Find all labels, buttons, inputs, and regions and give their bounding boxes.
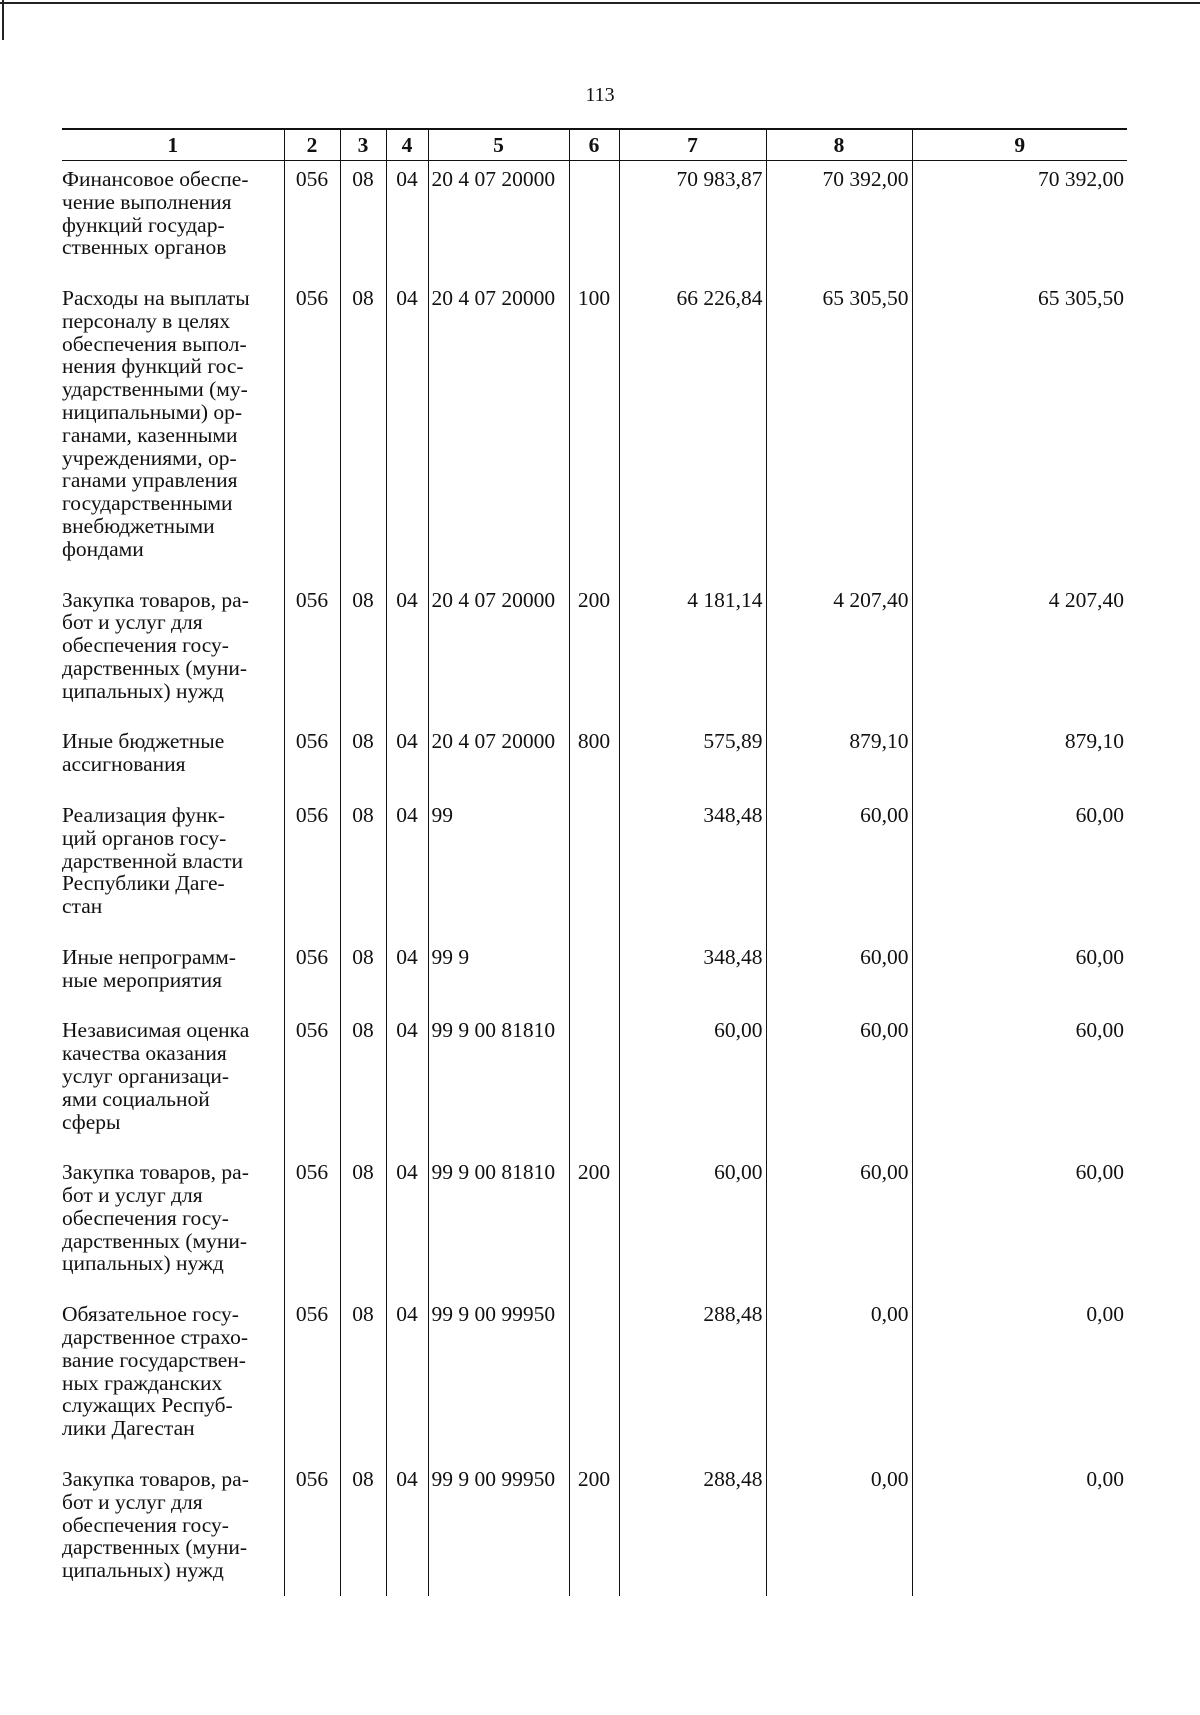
ministry-code: 056	[284, 723, 340, 797]
scan-top-border	[0, 2, 1200, 4]
section-code: 08	[340, 161, 386, 281]
item-name: Расходы на выплаты персоналу в целях обеспечения выпол- нения функций гос- ударственными (му- ниципальными) ор- ганами, казенными учреждениями, ор- ганами управления государственными внебюджетными фондами	[62, 286, 250, 561]
amount-col-9: 879,10	[912, 723, 1127, 797]
subsection-code: 04	[386, 1461, 428, 1596]
table-body	[62, 161, 1127, 1596]
subsection-code: 04	[386, 797, 428, 939]
scan-left-border	[2, 0, 4, 40]
col-header: 4	[386, 129, 428, 161]
amount-col-9: 60,00	[912, 939, 1127, 1013]
subsection-code: 04	[386, 280, 428, 581]
item-name: Финансовое обеспе- чение выполнения функций государ- ственных органов	[62, 167, 249, 260]
item-name: Иные бюджетные ассигнования	[62, 729, 225, 777]
col-header: 5	[428, 129, 569, 161]
col-header: 1	[62, 129, 284, 161]
item-name: Закупка товаров, ра- бот и услуг для обеспечения госу- дарственных (муни- ципальных) нужд	[62, 1160, 249, 1276]
ministry-code: 056	[284, 161, 340, 281]
expense-type-code: 200	[569, 1154, 619, 1296]
amount-col-7: 348,48	[619, 797, 766, 939]
target-article-code: 99	[428, 797, 569, 939]
amount-col-8: 65 305,50	[766, 280, 912, 581]
header-row	[62, 129, 1127, 161]
target-article-code: 99 9 00 99950	[428, 1296, 569, 1461]
target-article-code: 20 4 07 20000	[428, 280, 569, 581]
section-code: 08	[340, 1296, 386, 1461]
section-code: 08	[340, 1154, 386, 1296]
target-article-code: 20 4 07 20000	[428, 582, 569, 724]
amount-col-9: 60,00	[912, 1012, 1127, 1154]
expense-type-code: 200	[569, 582, 619, 724]
ministry-code: 056	[284, 582, 340, 724]
subsection-code: 04	[386, 939, 428, 1013]
table-row	[62, 161, 1127, 281]
expense-type-code: 100	[569, 280, 619, 581]
subsection-code: 04	[386, 723, 428, 797]
amount-col-9: 70 392,00	[912, 161, 1127, 281]
ministry-code: 056	[284, 1154, 340, 1296]
expense-type-code: 200	[569, 1461, 619, 1596]
ministry-code: 056	[284, 1461, 340, 1596]
col-header: 6	[569, 129, 619, 161]
target-article-code: 20 4 07 20000	[428, 161, 569, 281]
col-header: 3	[340, 129, 386, 161]
amount-col-9: 0,00	[912, 1461, 1127, 1596]
section-code: 08	[340, 797, 386, 939]
page-number: 113	[585, 84, 615, 106]
subsection-code: 04	[386, 1012, 428, 1154]
amount-col-9: 65 305,50	[912, 280, 1127, 581]
amount-col-8: 0,00	[766, 1461, 912, 1596]
section-code: 08	[340, 723, 386, 797]
amount-col-7: 288,48	[619, 1461, 766, 1596]
item-name: Закупка товаров, ра- бот и услуг для обеспечения госу- дарственных (муни- ципальных) нужд	[62, 1466, 249, 1583]
expense-type-code	[569, 1296, 619, 1461]
target-article-code: 99 9 00 99950	[428, 1461, 569, 1596]
amount-col-7: 66 226,84	[619, 280, 766, 581]
ministry-code: 056	[284, 939, 340, 1013]
section-code: 08	[340, 280, 386, 581]
budget-table	[62, 128, 1127, 1596]
expense-type-code	[569, 939, 619, 1013]
table-row	[62, 939, 1127, 1013]
amount-col-7: 60,00	[619, 1012, 766, 1154]
amount-col-7: 288,48	[619, 1296, 766, 1461]
ministry-code: 056	[284, 1012, 340, 1154]
amount-col-7: 348,48	[619, 939, 766, 1013]
amount-col-8: 60,00	[766, 1154, 912, 1296]
amount-col-8: 60,00	[766, 939, 912, 1013]
section-code: 08	[340, 1461, 386, 1596]
expense-type-code	[569, 1012, 619, 1154]
expense-type-code	[569, 797, 619, 939]
amount-col-7: 60,00	[619, 1154, 766, 1296]
target-article-code: 20 4 07 20000	[428, 723, 569, 797]
amount-col-7: 70 983,87	[619, 161, 766, 281]
section-code: 08	[340, 582, 386, 724]
amount-col-8: 0,00	[766, 1296, 912, 1461]
table-row	[62, 1296, 1127, 1461]
expense-type-code: 800	[569, 723, 619, 797]
target-article-code: 99 9 00 81810	[428, 1012, 569, 1154]
col-header: 8	[766, 129, 912, 161]
table-row	[62, 582, 1127, 724]
expense-type-code	[569, 161, 619, 281]
ministry-code: 056	[284, 797, 340, 939]
table-row	[62, 797, 1127, 939]
table-row	[62, 723, 1127, 797]
col-header: 9	[912, 129, 1127, 161]
table-row	[62, 1461, 1127, 1596]
item-name: Реализация функ- ций органов госу- дарственной власти Республики Даге- стан	[62, 802, 243, 919]
subsection-code: 04	[386, 582, 428, 724]
amount-col-7: 575,89	[619, 723, 766, 797]
ministry-code: 056	[284, 280, 340, 581]
amount-col-9: 60,00	[912, 1154, 1127, 1296]
amount-col-7: 4 181,14	[619, 582, 766, 724]
table-row	[62, 1012, 1127, 1154]
col-header: 7	[619, 129, 766, 161]
table-row	[62, 1154, 1127, 1296]
item-name: Обязательное госу- дарственное страхо- вание государствен- ных гражданских служащих Респуб- лики Дагестан	[62, 1302, 249, 1441]
amount-col-8: 4 207,40	[766, 582, 912, 724]
amount-col-9: 4 207,40	[912, 582, 1127, 724]
table-row	[62, 280, 1127, 581]
amount-col-8: 879,10	[766, 723, 912, 797]
amount-col-8: 60,00	[766, 797, 912, 939]
section-code: 08	[340, 1012, 386, 1154]
amount-col-9: 60,00	[912, 797, 1127, 939]
amount-col-8: 60,00	[766, 1012, 912, 1154]
section-code: 08	[340, 939, 386, 1013]
ministry-code: 056	[284, 1296, 340, 1461]
target-article-code: 99 9 00 81810	[428, 1154, 569, 1296]
amount-col-8: 70 392,00	[766, 161, 912, 281]
item-name: Иные непрограмм- ные мероприятия	[62, 944, 236, 992]
item-name: Независимая оценка качества оказания услуг организаци- ями социальной сферы	[62, 1018, 250, 1134]
col-header: 2	[284, 129, 340, 161]
item-name: Закупка товаров, ра- бот и услуг для обеспечения госу- дарственных (муни- ципальных) нужд	[62, 587, 249, 703]
subsection-code: 04	[386, 1296, 428, 1461]
subsection-code: 04	[386, 1154, 428, 1296]
target-article-code: 99 9	[428, 939, 569, 1013]
amount-col-9: 0,00	[912, 1296, 1127, 1461]
subsection-code: 04	[386, 161, 428, 281]
